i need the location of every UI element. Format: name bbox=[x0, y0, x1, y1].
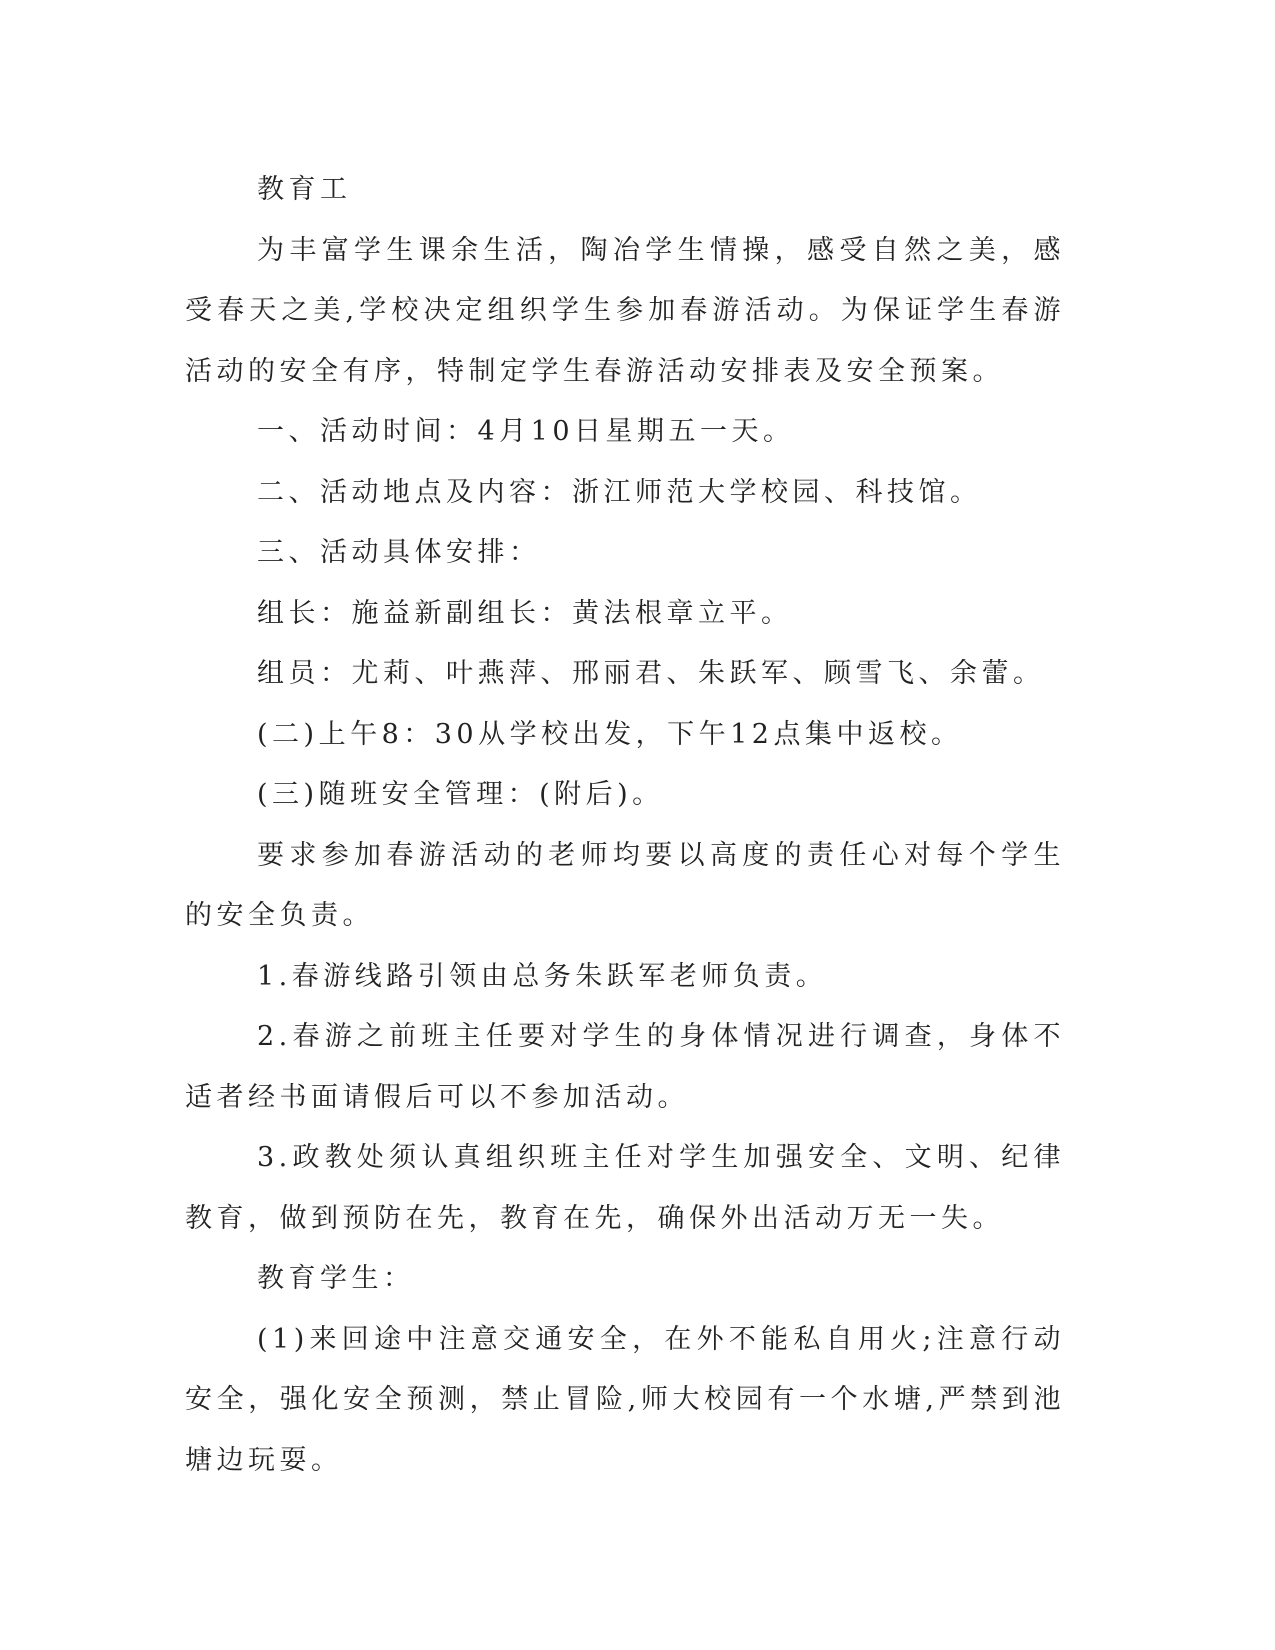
paragraph-item-1: 1.春游线路引领由总务朱跃军老师负责。 bbox=[257, 960, 828, 992]
document-body bbox=[185, 160, 1065, 1491]
paragraph-group-members: 组员：尤莉、叶燕萍、邢丽君、朱跃军、顾雪飞、余蕾。 bbox=[257, 658, 1045, 689]
paragraph-teacher-requirement: 要求参加春游活动的老师均要以高度的责任心对每个学生的安全负责。 bbox=[185, 839, 1065, 931]
paragraph-activity-time: 一、活动时间：4月10日星期五一天。 bbox=[257, 416, 795, 447]
paragraph-educate-students: 教育学生： bbox=[257, 1263, 415, 1294]
paragraph-activity-location: 二、活动地点及内容：浙江师范大学校园、科技馆。 bbox=[257, 476, 982, 508]
paragraph-item-2: 2.春游之前班主任要对学生的身体情况进行调查，身体不适者经书面请假后可以不参加活动。 bbox=[185, 1021, 1065, 1113]
paragraph-rule-1: (1)来回途中注意交通安全，在外不能私自用火;注意行动安全，强化安全预测，禁止冒险,师大校园有一个水塘,严禁到池塘边玩耍。 bbox=[185, 1323, 1065, 1476]
paragraph-arrangement-title: 三、活动具体安排： bbox=[257, 537, 541, 568]
paragraph-item-3: 3.政教处须认真组织班主任对学生加强安全、文明、纪律教育，做到预防在先，教育在先，确保外出活动万无一失。 bbox=[185, 1142, 1065, 1234]
paragraph-heading: 教育工 bbox=[257, 174, 352, 205]
paragraph-intro: 为丰富学生课余生活，陶冶学生情操，感受自然之美，感受春天之美,学校决定组织学生参加春游活动。为保证学生春游活动的安全有序，特制定学生春游活动安排表及安全预案。 bbox=[185, 234, 1065, 387]
paragraph-safety-management: (三)随班安全管理：(附后)。 bbox=[257, 779, 664, 810]
paragraph-group-leaders: 组长：施益新副组长：黄法根章立平。 bbox=[257, 597, 793, 629]
paragraph-schedule: (二)上午8：30从学校出发，下午12点集中返校。 bbox=[257, 718, 963, 750]
